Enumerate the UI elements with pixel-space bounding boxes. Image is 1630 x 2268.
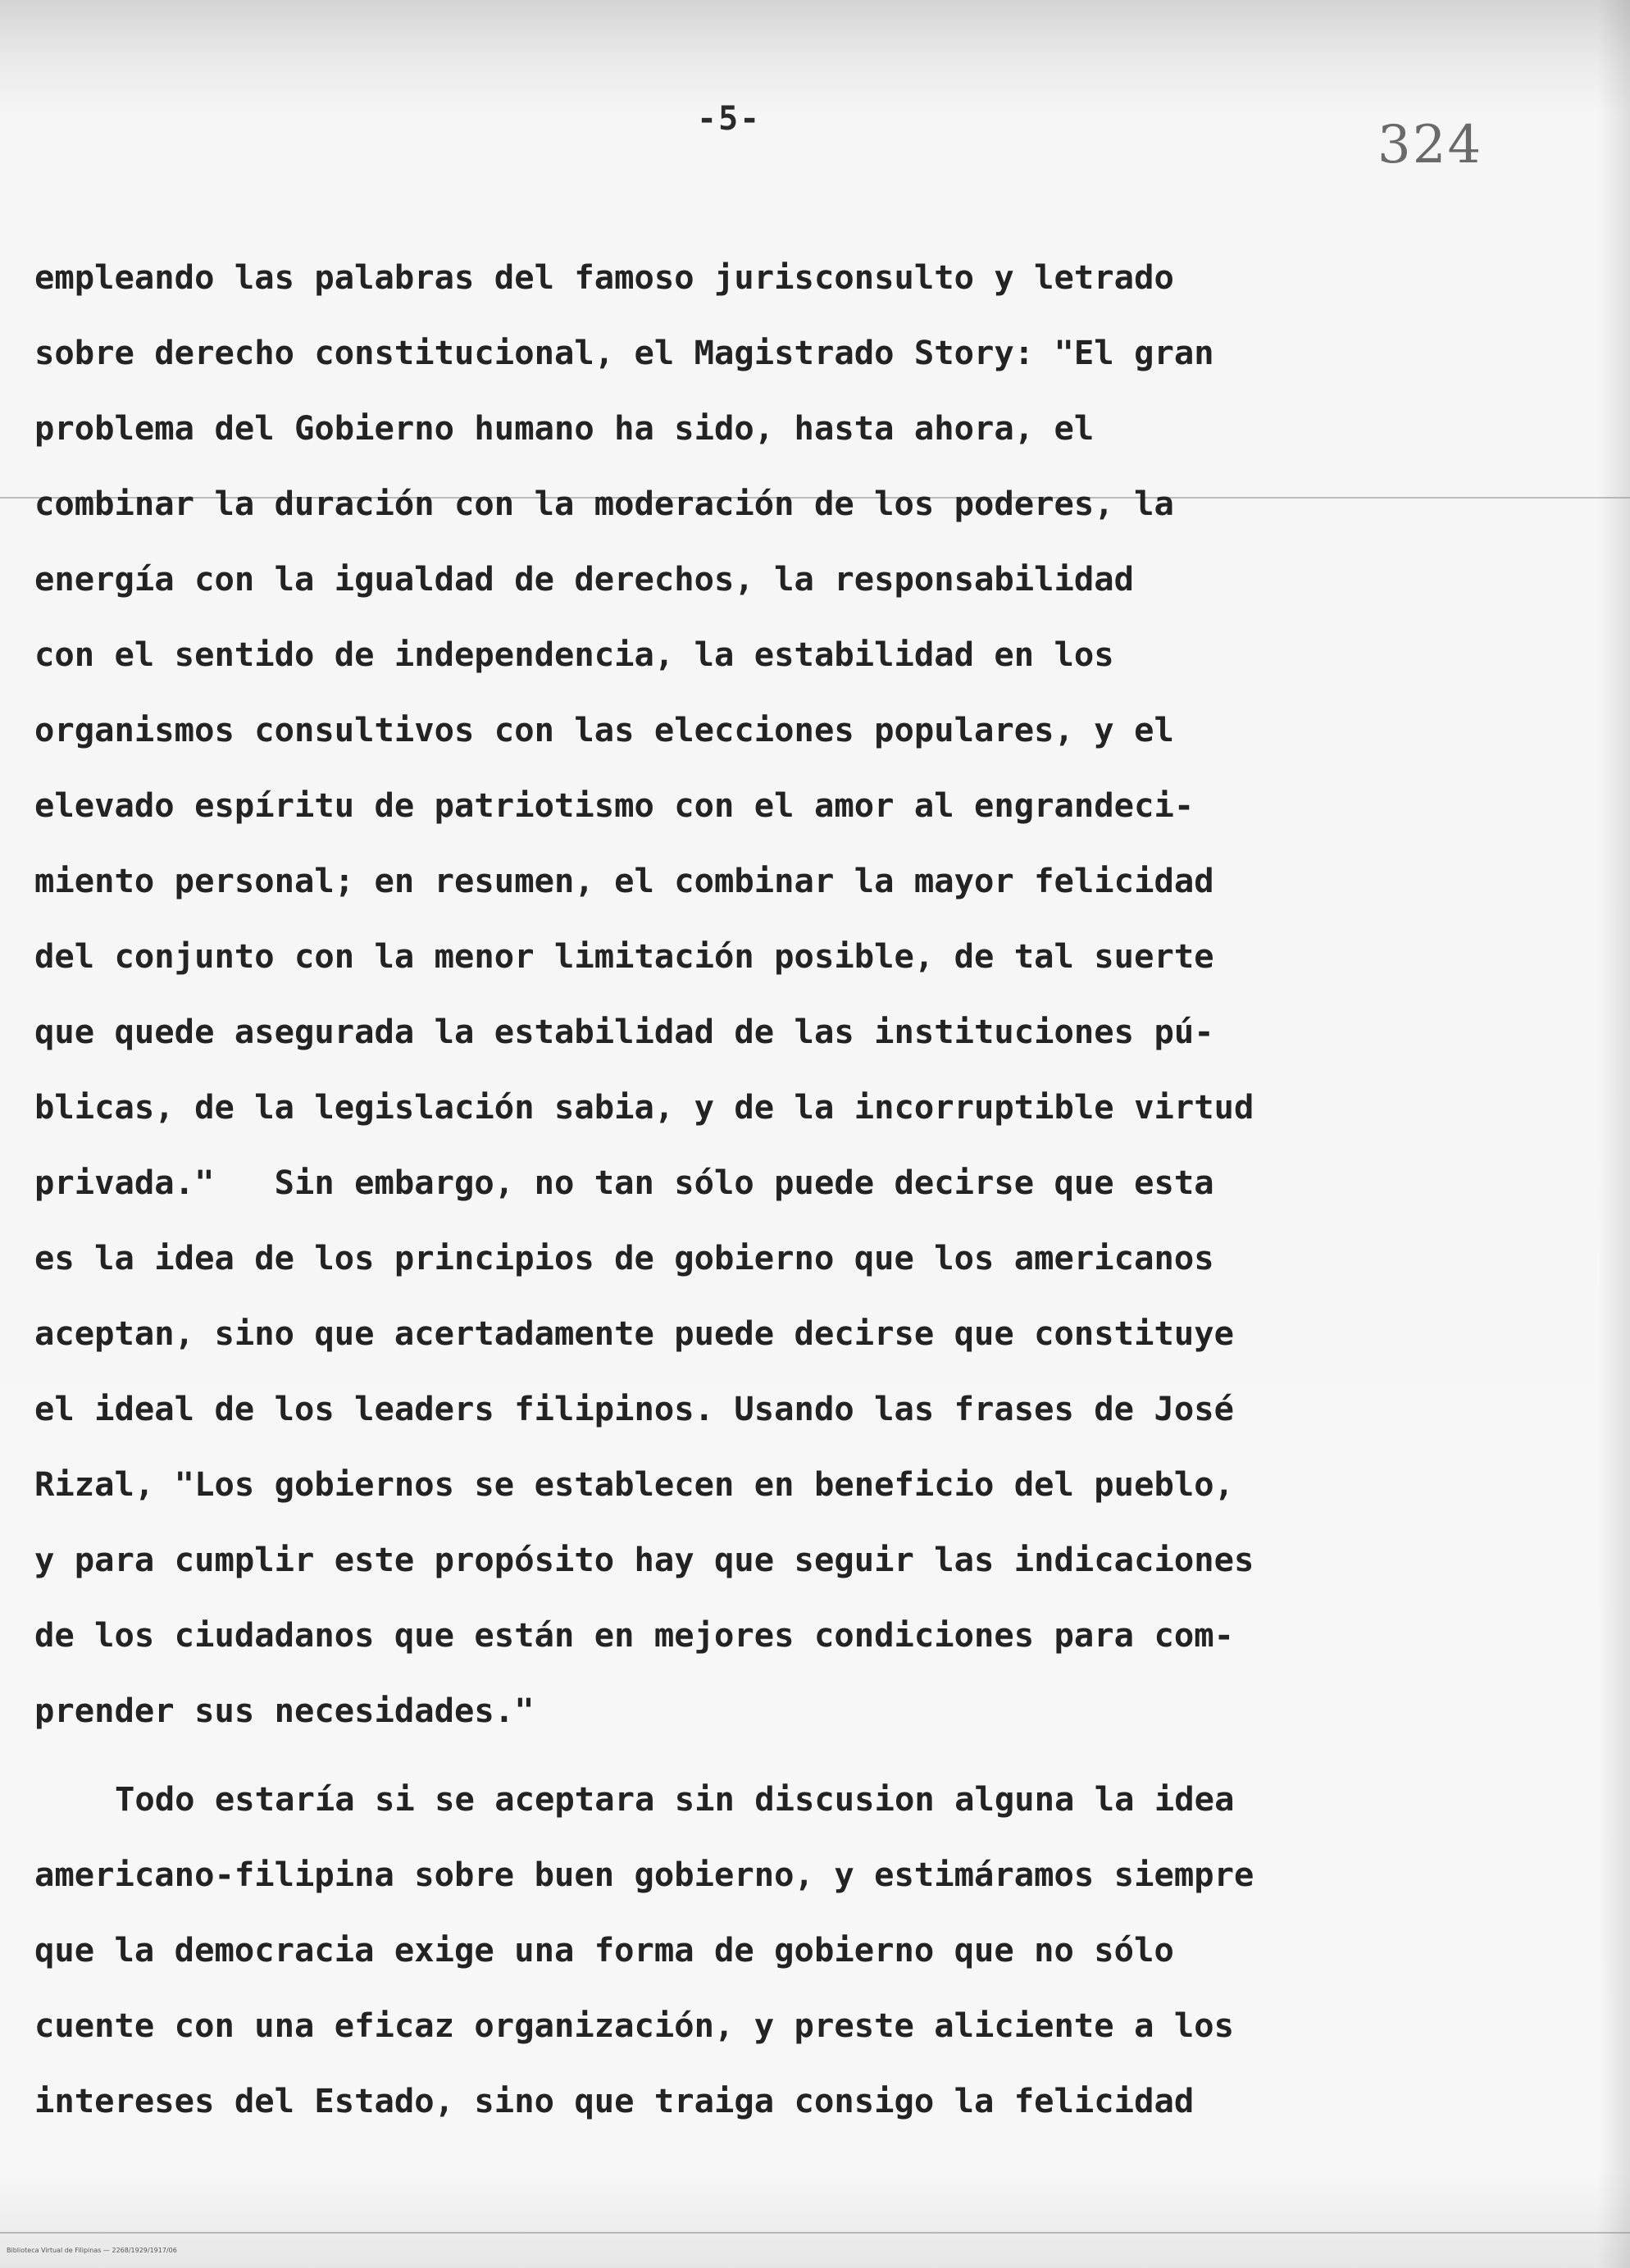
body-text-line: organismos consultivos con las elecciones populares, y el [34,710,1174,749]
body-text-line: combinar la duración con la moderación de los poderes, la [34,484,1174,523]
body-text-line: que la democracia exige una forma de gobierno que no sólo [34,1930,1174,1970]
body-text-line: blicas, de la legislación sabia, y de la incorruptible virtud [34,1087,1254,1127]
body-text-line: aceptan, sino que acertadamente puede decirse que constituye [34,1314,1234,1353]
folio-number: 324 [1377,115,1483,175]
body-text-line: del conjunto con la menor limitación posible, de tal suerte [34,936,1214,976]
body-text-line: elevado espíritu de patriotismo con el amor al engrandeci- [34,786,1195,825]
body-text-line: es la idea de los principios de gobierno que los americanos [34,1238,1214,1277]
body-text-line: y para cumplir este propósito hay que seguir las indicaciones [34,1540,1254,1579]
body-text-line: cuente con una eficaz organización, y preste aliciente a los [34,2006,1234,2045]
body-text-line: prender sus necesidades." [34,1691,535,1730]
body-text-line: de los ciudadanos que están en mejores condiciones para com- [34,1615,1234,1655]
paragraph-first-line: Todo estaría si se aceptara sin discusion alguna la idea [115,1779,1235,1819]
body-text-line: que quede asegurada la estabilidad de las instituciones pú- [34,1012,1214,1051]
body-text-line: intereses del Estado, sino que traiga consigo la felicidad [34,2081,1195,2120]
body-text-line: problema del Gobierno humano ha sido, hasta ahora, el [34,408,1095,448]
body-text-line: energía con la igualdad de derechos, la responsabilidad [34,559,1135,599]
body-text-line: miento personal; en resumen, el combinar la mayor felicidad [34,861,1214,900]
page-edge-shadow [1597,0,1630,2268]
page-number: -5- [697,100,762,138]
body-text-line: americano-filipina sobre buen gobierno, y estimáramos siempre [34,1855,1254,1894]
body-text-line: Rizal, "Los gobiernos se establecen en beneficio del pueblo, [34,1464,1234,1504]
body-text-line: privada." Sin embargo, no tan sólo puede decirse que esta [34,1163,1214,1202]
archive-stamp: Biblioteca Virtual de Filipinas — 2268/1929/1917/06 [7,2247,177,2254]
body-text-line: el ideal de los leaders filipinos. Usando las frases de José [34,1389,1234,1428]
horizontal-rule-line [0,2232,1630,2234]
body-text-line: empleando las palabras del famoso jurisconsulto y letrado [34,257,1174,297]
body-text-line: sobre derecho constitucional, el Magistrado Story: "El gran [34,333,1214,372]
body-text-line: con el sentido de independencia, la estabilidad en los [34,635,1114,674]
